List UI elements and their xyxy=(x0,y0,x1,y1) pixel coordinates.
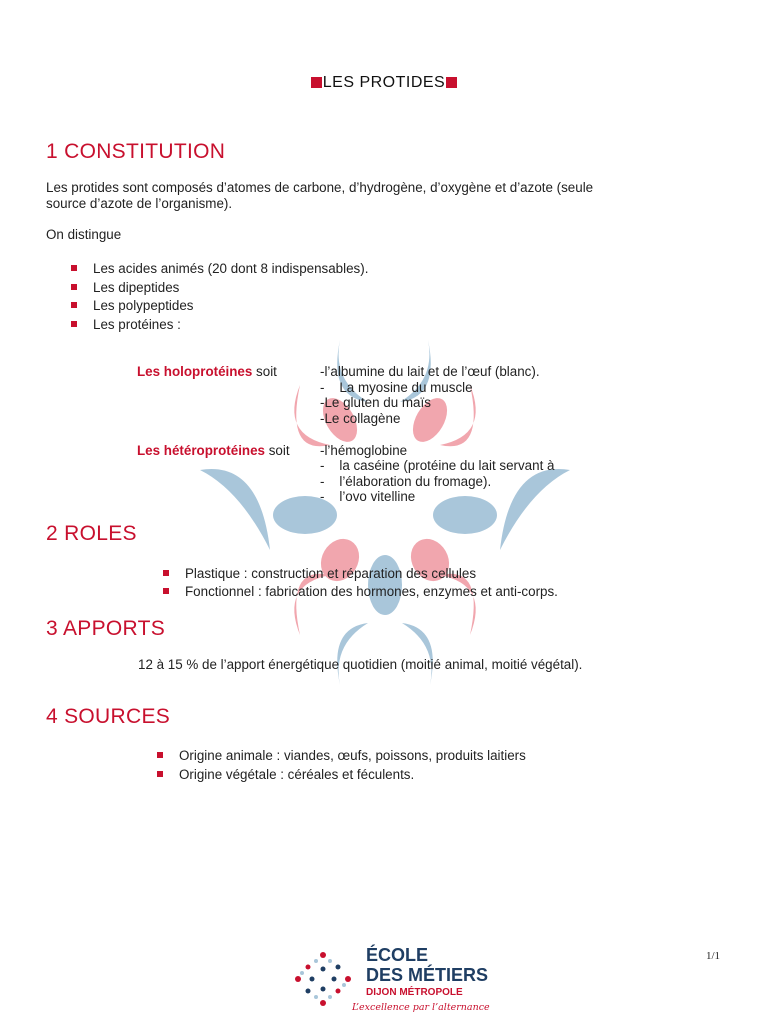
list-item: Les acides animés (20 dont 8 indispensables). xyxy=(71,261,368,276)
bullet-icon xyxy=(71,265,77,271)
hetero-item: -l’hémoglobine xyxy=(320,443,408,458)
holo-item: -l’albumine du lait et de l’œuf (blanc). xyxy=(320,364,540,379)
list-item: Plastique : construction et réparation des cellules xyxy=(163,566,476,581)
list-item: Origine animale : viandes, œufs, poissons, produits laitiers xyxy=(157,748,526,763)
heading-apports: 3 APPORTS xyxy=(46,617,166,640)
page-number: 1/1 xyxy=(705,950,720,962)
holo-item: -Le gluten du maïs xyxy=(320,395,431,410)
constitution-paragraph xyxy=(46,180,593,212)
logo-line-3: DIJON MÉTROPOLE xyxy=(366,987,463,998)
holo-item: - La myosine du muscle xyxy=(320,380,473,395)
title-square-left xyxy=(311,77,322,88)
title-square-right xyxy=(446,77,457,88)
distinguish-text: On distingue xyxy=(46,227,122,242)
list-item: Les polypeptides xyxy=(71,298,194,313)
list-item: Les dipeptides xyxy=(71,280,179,295)
list-item: Les protéines : xyxy=(71,317,181,332)
holoproteines-label: Les holoprotéines soit xyxy=(137,364,277,379)
heteroproteines-label: Les hétéroprotéines soit xyxy=(137,443,290,458)
hetero-item: - l’élaboration du fromage). xyxy=(320,474,492,489)
hetero-item: - la caséine (protéine du lait servant à xyxy=(320,458,555,473)
apports-text: 12 à 15 % de l’apport énergétique quotidien (moitié animal, moitié végétal). xyxy=(138,657,583,672)
bullet-icon xyxy=(71,284,77,290)
para-line-1: Les protides sont composés d’atomes de carbone, d’hydrogène, d’oxygène et d’azote (seule xyxy=(46,180,594,195)
heading-sources: 4 SOURCES xyxy=(46,705,171,728)
bullet-icon xyxy=(163,570,169,576)
bullet-icon xyxy=(163,588,169,594)
para-line-2: source d’azote de l’organisme). xyxy=(46,196,233,211)
bullet-icon xyxy=(71,321,77,327)
heading-constitution: 1 CONSTITUTION xyxy=(46,140,226,163)
list-item: Fonctionnel : fabrication des hormones, enzymes et anti-corps. xyxy=(163,584,558,599)
logo-mark-icon xyxy=(290,949,356,1009)
holo-item: -Le collagène xyxy=(320,411,401,426)
hetero-item: - l’ovo vitelline xyxy=(320,489,416,504)
title-text: LES PROTIDES xyxy=(322,74,446,91)
bullet-icon xyxy=(157,771,163,777)
heading-roles: 2 ROLES xyxy=(46,522,137,545)
logo xyxy=(290,945,490,1020)
logo-line-1: ÉCOLE xyxy=(366,945,429,965)
logo-line-2: DES MÉTIERS xyxy=(366,965,489,985)
bullet-icon xyxy=(157,752,163,758)
list-item: Origine végétale : céréales et féculents. xyxy=(157,767,414,782)
logo-tagline: L’excellence par l’alternance xyxy=(352,1002,490,1013)
bullet-icon xyxy=(71,302,77,308)
page-title xyxy=(0,74,768,92)
